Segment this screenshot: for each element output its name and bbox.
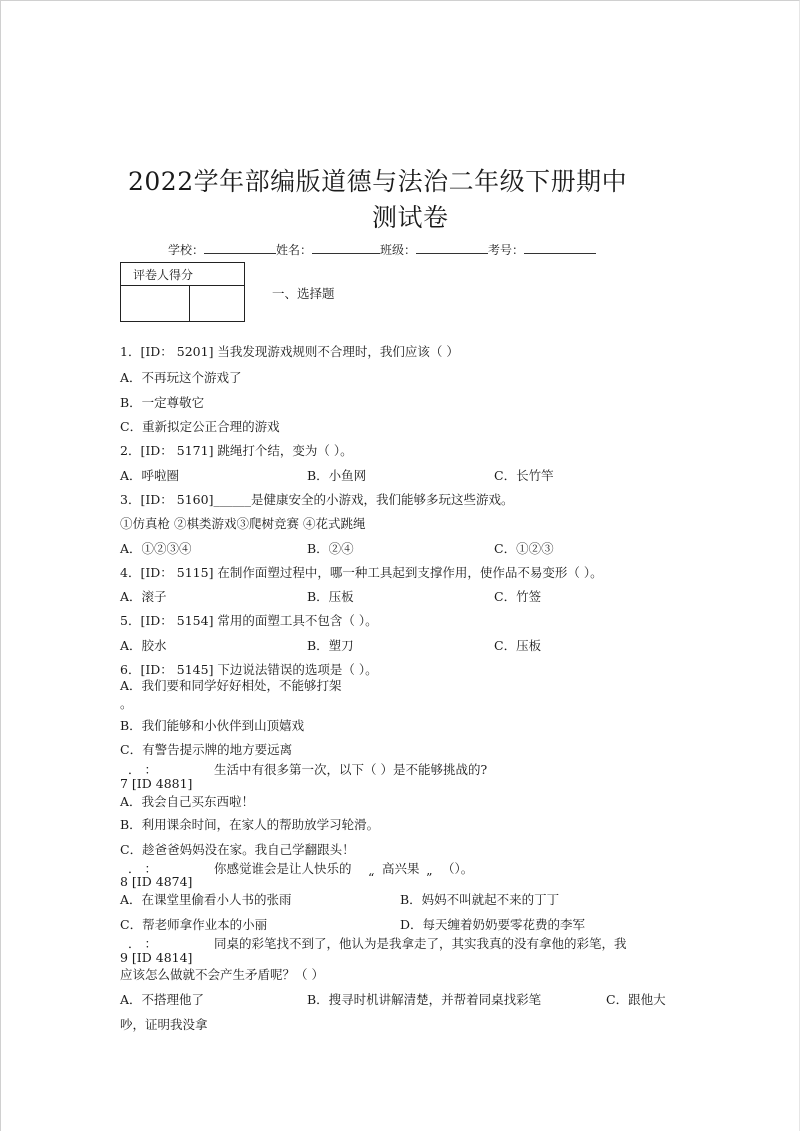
question-2-stem: 2．[ID： 5171] 跳绳打个结，变为（ ）。 [120,443,353,458]
school-label: 学校： [168,243,205,257]
question-1-option-c[interactable]: C．重新拟定公正合理的游戏 [120,419,280,434]
question-8-id: 8 [ID 4874] [120,874,193,889]
question-1-option-b[interactable]: B．一定尊敬它 [120,395,205,410]
question-4-option-c[interactable]: C．竹签 [494,589,542,604]
class-blank[interactable] [416,242,488,254]
question-6-option-b[interactable]: B．我们能够和小伙伴到山顶嬉戏 [120,718,305,733]
question-7-text: 生活中有很多第一次，以下（ ）是不能够挑战的? [214,762,488,777]
question-8-close-quote: ” [426,870,433,885]
page-title-line2: 测试卷 [372,203,449,232]
question-9-text-continuation: 应该怎么做就不会产生矛盾呢？（ ） [120,967,324,982]
question-6-option-a-continuation: 。 [120,696,133,711]
question-5-stem: 5．[ID： 5154] 常用的面塑工具不包含（ ）。 [120,613,378,628]
question-8-text: 你感觉谁会是让人快乐的 [214,861,352,876]
question-7-option-b[interactable]: B．利用课余时间，在家人的帮助放学习轮滑。 [120,817,380,832]
question-9-option-a[interactable]: A．不搭理他了 [120,992,205,1007]
question-1-stem: 1．[ID： 5201] 当我发现游戏规则不合理时，我们应该（ ） [120,344,459,359]
question-8-text-end: （）。 [442,861,474,876]
question-2-option-b[interactable]: B．小鱼网 [307,468,367,483]
question-3-option-b[interactable]: B．②④ [307,541,354,556]
page-title-line1: 2022学年部编版道德与法治二年级下册期中 [128,167,628,196]
question-4-stem: 4．[ID： 5115] 在制作面塑过程中，哪一种工具起到支撑作用，使作品不易变形（ ）。 [120,565,603,580]
question-6-stem: 6．[ID： 5145] 下边说法错误的选项是（ ）。 [120,662,378,677]
question-5-option-b[interactable]: B．塑刀 [307,638,354,653]
exam-number-label: 考号： [488,243,525,257]
class-label: 班级： [380,243,417,257]
question-3-stem: 3．[ID： 5160]______是健康安全的小游戏，我们能够多玩这些游戏。 [120,492,514,507]
name-label: 姓名： [276,243,313,257]
question-5-option-a[interactable]: A．胶水 [120,638,167,653]
question-7-id: 7 [ID 4881] [120,776,193,791]
question-7-marks: ． ： [128,762,157,777]
question-9-marks: ． ： [128,936,157,951]
grader-box-label: 评卷人得分 [133,268,194,282]
question-8-option-c[interactable]: C．帮老师拿作业本的小丽 [120,917,268,932]
student-info-line [168,241,596,258]
question-7-option-a[interactable]: A．我会自己买东西啦！ [120,794,255,809]
question-8-text-highlight: 高兴果 [382,861,420,876]
question-4-option-a[interactable]: A．滚子 [120,589,167,604]
question-2-option-a[interactable]: A．呼啦圈 [120,468,180,483]
question-8-option-a[interactable]: A．在课堂里偷看小人书的张雨 [120,892,292,907]
question-4-option-b[interactable]: B．压板 [307,589,354,604]
question-8-marks: ． ： [128,861,157,876]
question-3-option-a[interactable]: A．①②③④ [120,541,192,556]
question-8-option-d[interactable]: D．每天缠着奶奶要零花费的李军 [400,917,586,932]
question-3-option-c[interactable]: C．①②③ [494,541,554,556]
question-1-option-a[interactable]: A．不再玩这个游戏了 [120,370,242,385]
question-9-id: 9 [ID 4814] [120,950,193,965]
question-6-option-c[interactable]: C．有警告提示牌的地方要远离 [120,742,293,757]
question-6-option-a[interactable]: A．我们要和同学好好相处，不能够打架 [120,678,342,693]
grader-score-box [120,262,245,322]
question-5-option-c[interactable]: C．压板 [494,638,542,653]
school-blank[interactable] [204,242,276,254]
question-7-option-c[interactable]: C．趁爸爸妈妈没在家。我自己学翻跟头！ [120,842,355,857]
question-9-option-b[interactable]: B．搜寻时机讲解清楚，并帮着同桌找彩笔 [307,992,542,1007]
question-9-option-c[interactable]: C．跟他大 [606,992,666,1007]
question-9-text: 同桌的彩笔找不到了，他认为是我拿走了，其实我真的没有拿他的彩笔，我 [214,936,627,951]
question-8-option-b[interactable]: B．妈妈不叫就起不来的丁丁 [400,892,560,907]
section-heading: 一、选择题 [272,286,335,301]
grader-box-divider [121,285,244,286]
question-9-option-c-continuation: 吵，证明我没拿 [120,1017,208,1032]
name-blank[interactable] [312,242,380,254]
grader-box-column-divider [189,285,190,321]
question-2-option-c[interactable]: C．长竹竿 [494,468,554,483]
question-8-open-quote: “ [368,870,375,885]
exam-number-blank[interactable] [524,242,596,254]
question-3-items: ①仿真枪 ②棋类游戏③爬树竞赛 ④花式跳绳 [120,516,366,531]
